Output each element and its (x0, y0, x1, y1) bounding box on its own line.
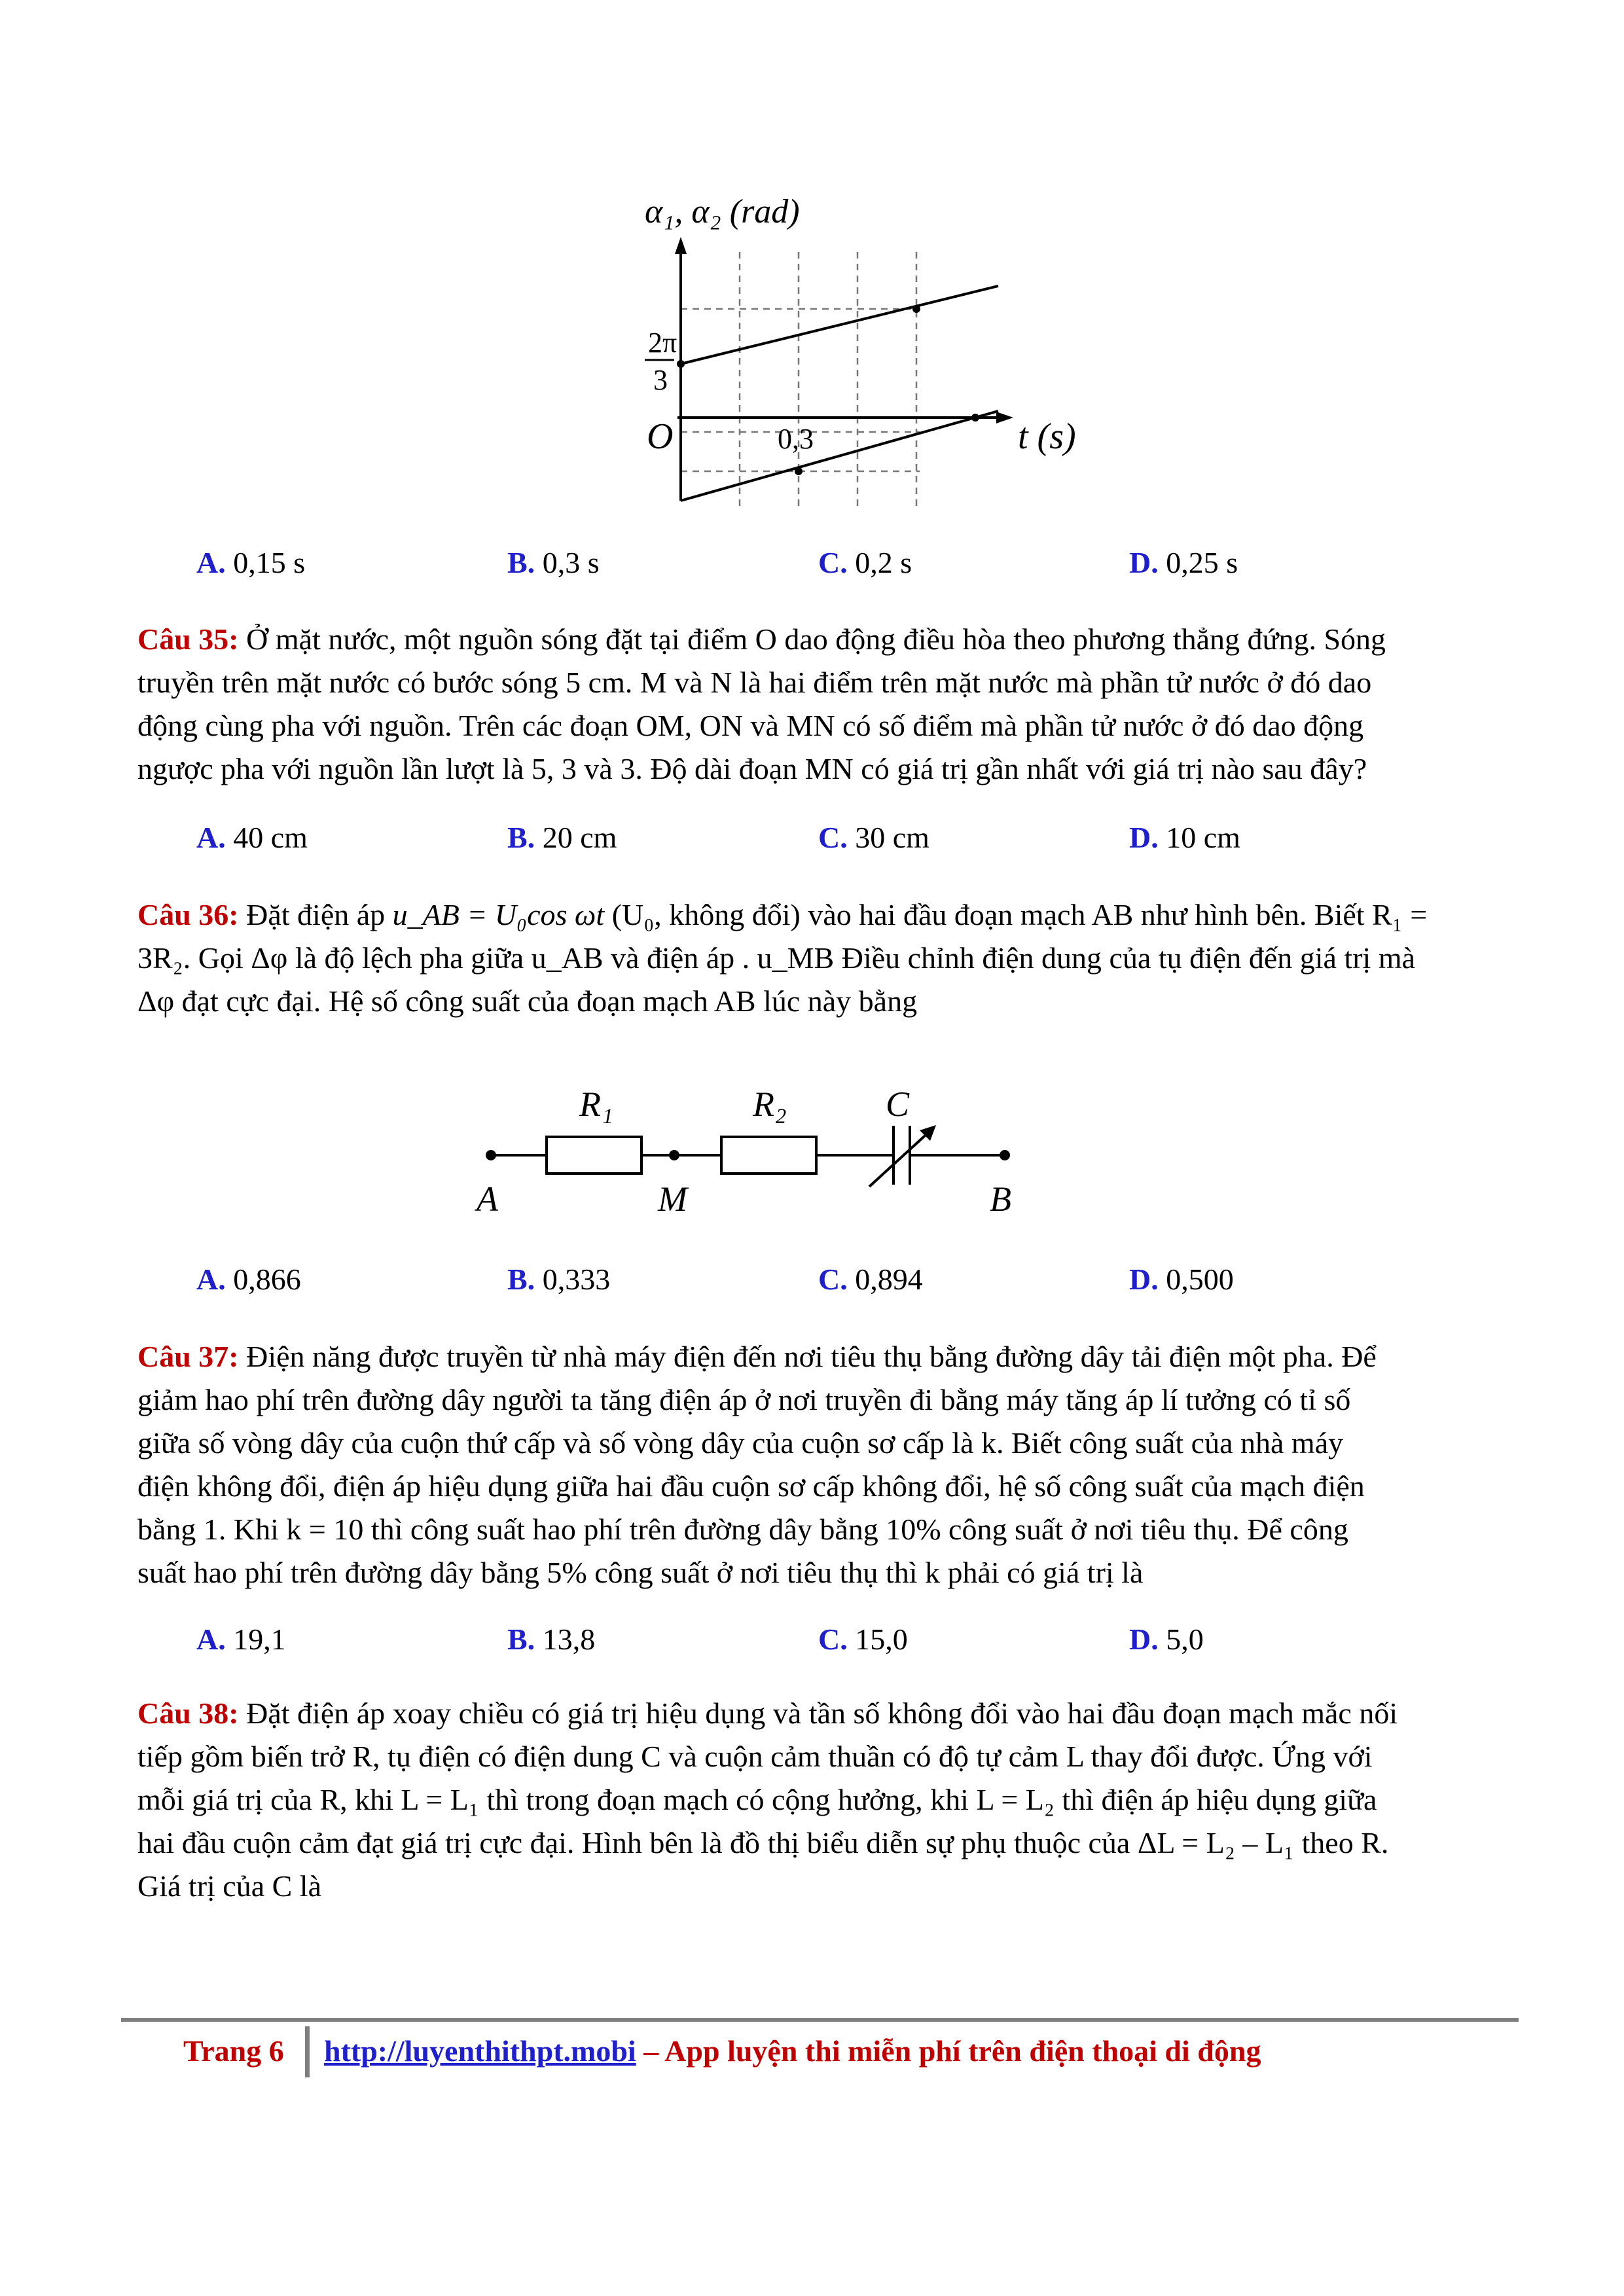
q37-line-5: bằng 1. Khi k = 10 thì công suất hao phí trên đường dây bằng 10% công suất ở nơi tiêu thụ. Để công (137, 1513, 1348, 1546)
angle-time-graph (628, 190, 1100, 517)
label-b: B (990, 1179, 1011, 1219)
alpha1-line (681, 286, 998, 364)
question-35 (137, 618, 1499, 791)
option-text: 0,15 s (233, 546, 306, 579)
q36-text-pre: Đặt điện áp (246, 898, 386, 931)
label-r1: R₁ (579, 1085, 613, 1124)
alpha2-line (681, 411, 998, 501)
q37-line-4: điện không đổi, điện áp hiệu dụng giữa hai đầu cuộn sơ cấp không đổi, hệ số công suất của mạch điện (137, 1469, 1365, 1503)
option-letter: D. (1129, 1623, 1159, 1656)
q37-line-2: giảm hao phí trên đường dây người ta tăng điện áp ở nơi truyền đi bằng máy tăng áp lí tưởng có tỉ số (137, 1383, 1351, 1416)
q38-label: Câu 38: (137, 1696, 239, 1730)
y-tick-numerator: 2π (648, 327, 677, 359)
y-tick-denominator: 3 (653, 364, 668, 396)
q34-option-d[interactable] (1129, 543, 1238, 583)
q35-line-2: truyền trên mặt nước có bước sóng 5 cm. M và N là hai điểm trên mặt nước mà phần tử nước ở đó dao (137, 666, 1372, 699)
label-r2: R₂ (753, 1085, 787, 1124)
q36-option-d[interactable] (1129, 1260, 1234, 1299)
footer-link[interactable]: http://luyenthithpt.mobi (324, 2034, 636, 2068)
option-text: 15,0 (855, 1623, 908, 1656)
resistor-r2 (721, 1137, 816, 1174)
q37-line-6: suất hao phí trên đường dây bằng 5% công suất ở nơi tiêu thụ thì k phải có giá trị là (137, 1556, 1144, 1589)
q37-label: Câu 37: (137, 1340, 239, 1373)
q37-line-1 (137, 1335, 1499, 1378)
option-text: 40 cm (233, 821, 308, 854)
question-36 (137, 893, 1499, 1023)
option-letter: B. (507, 546, 535, 579)
q37-option-a[interactable] (196, 1620, 286, 1659)
q37-option-c[interactable] (818, 1620, 908, 1659)
q35-text: Ở mặt nước, một nguồn sóng đặt tại điểm O dao động điều hòa theo phương thẳng đứng. Sóng (246, 622, 1386, 656)
option-letter: A. (196, 1623, 226, 1656)
q38-line-4: hai đầu cuộn cảm đạt giá trị cực đại. Hình bên là đồ thị biểu diễn sự phụ thuộc của ΔL = L₂ – L₁ theo R. (137, 1826, 1389, 1859)
q38-line-3: mỗi giá trị của R, khi L = L₁ thì trong đoạn mạch có cộng hưởng, khi L = L₂ thì điện áp hiệu dụng giữa (137, 1783, 1377, 1816)
option-letter: B. (507, 821, 535, 854)
option-text: 10 cm (1166, 821, 1240, 854)
x-axis-arrow (996, 412, 1013, 423)
label-m: M (658, 1179, 687, 1219)
q36-line-3: Δφ đạt cực đại. Hệ số công suất của đoạn mạch AB lúc này bằng (137, 984, 918, 1018)
x-axis-label: t (s) (1018, 416, 1076, 457)
circuit-diagram (458, 1057, 1047, 1227)
q35-line-4: ngược pha với nguồn lần lượt là 5, 3 và 3. Độ dài đoạn MN có giá trị gần nhất với giá trị nào sau đây? (137, 752, 1367, 785)
option-text: 19,1 (233, 1623, 286, 1656)
option-text: 0,25 s (1166, 546, 1238, 579)
option-letter: D. (1129, 821, 1159, 854)
q36-label: Câu 36: (137, 898, 239, 931)
option-letter: C. (818, 1623, 848, 1656)
q38-line-2: tiếp gồm biến trở R, tụ điện có điện dung C và cuộn cảm thuần có độ tự cảm L thay đổi được. Ứng với (137, 1740, 1373, 1773)
q36-text-post: (U₀, không đổi) vào hai đầu đoạn mạch AB như hình bên. Biết R₁ = (611, 898, 1428, 931)
q36-line-2: 3R₂. Gọi Δφ là độ lệch pha giữa u_AB và điện áp . u_MB Điều chỉnh điện dung của tụ điện đến giá trị mà (137, 941, 1416, 975)
q37-text: Điện năng được truyền từ nhà máy điện đến nơi tiêu thụ bằng đường dây tải điện một pha. Để (246, 1340, 1377, 1373)
q34-option-a[interactable] (196, 543, 305, 583)
option-text: 0,894 (855, 1263, 923, 1296)
alpha1-point (912, 305, 920, 313)
alpha2-point-crossing (971, 414, 979, 422)
q36-formula: u_AB = U₀cos ωt (392, 898, 605, 931)
q35-option-d[interactable] (1129, 818, 1240, 857)
option-letter: D. (1129, 1263, 1159, 1296)
q37-line-3: giữa số vòng dây của cuộn thứ cấp và số vòng dây của cuộn sơ cấp là k. Biết công suất của nhà máy (137, 1426, 1344, 1460)
label-a: A (477, 1179, 498, 1219)
option-text: 5,0 (1166, 1623, 1204, 1656)
node-a (486, 1150, 496, 1160)
q36-option-a[interactable] (196, 1260, 301, 1299)
q35-option-a[interactable] (196, 818, 308, 857)
option-letter: A. (196, 821, 226, 854)
q35-line-1 (137, 618, 1499, 661)
q37-option-b[interactable] (507, 1620, 595, 1659)
node-m (669, 1150, 679, 1160)
option-letter: B. (507, 1623, 535, 1656)
option-letter: D. (1129, 546, 1159, 579)
q34-option-b[interactable] (507, 543, 600, 583)
option-text: 0,500 (1166, 1263, 1234, 1296)
option-letter: C. (818, 546, 848, 579)
option-text: 0,866 (233, 1263, 301, 1296)
y-axis-label: α₁, α₂ (rad) (645, 193, 800, 230)
footer-rule (121, 2018, 1519, 2022)
label-c: C (886, 1085, 910, 1124)
footer-divider (305, 2026, 310, 2077)
option-letter: A. (196, 1263, 226, 1296)
node-b (1000, 1150, 1010, 1160)
q36-option-b[interactable] (507, 1260, 610, 1299)
q35-line-3: động cùng pha với nguồn. Trên các đoạn OM, ON và MN có số điểm mà phần tử nước ở đó dao động (137, 709, 1364, 742)
origin-label: O (647, 416, 674, 457)
q37-option-d[interactable] (1129, 1620, 1204, 1659)
variable-capacitor-arrow (869, 1130, 931, 1187)
resistor-r1 (547, 1137, 641, 1174)
q35-label: Câu 35: (137, 622, 239, 656)
question-38 (137, 1692, 1499, 1908)
q35-option-b[interactable] (507, 818, 617, 857)
q36-line-1 (137, 893, 1499, 937)
footer-tagline: – App luyện thi miễn phí trên điện thoại di động (643, 2034, 1261, 2068)
footer-text (324, 2034, 1261, 2068)
q38-text: Đặt điện áp xoay chiều có giá trị hiệu dụng và tần số không đổi vào hai đầu đoạn mạch mắc nối (246, 1696, 1398, 1730)
q38-line-5: Giá trị của C là (137, 1869, 322, 1903)
q36-option-c[interactable] (818, 1260, 923, 1299)
y-axis-arrow (675, 237, 687, 254)
option-text: 30 cm (855, 821, 929, 854)
x-tick-label: 0,3 (778, 423, 814, 455)
q35-option-c[interactable] (818, 818, 929, 857)
option-text: 0,3 s (542, 546, 600, 579)
q38-line-1 (137, 1692, 1499, 1735)
option-letter: C. (818, 821, 848, 854)
option-text: 20 cm (542, 821, 617, 854)
footer-page-number: Trang 6 (183, 2034, 284, 2068)
option-letter: A. (196, 546, 226, 579)
question-37 (137, 1335, 1499, 1594)
option-text: 0,2 s (855, 546, 912, 579)
alpha1-point-origin (677, 360, 685, 368)
q34-option-c[interactable] (818, 543, 912, 583)
option-letter: B. (507, 1263, 535, 1296)
alpha2-point (795, 467, 803, 475)
option-text: 0,333 (542, 1263, 611, 1296)
option-letter: C. (818, 1263, 848, 1296)
option-text: 13,8 (542, 1623, 596, 1656)
